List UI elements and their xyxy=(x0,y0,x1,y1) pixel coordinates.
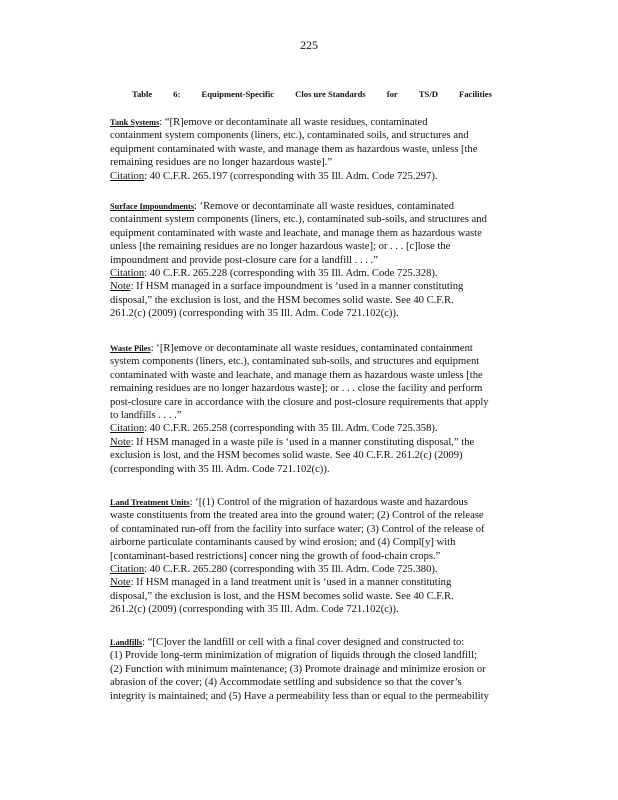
section-heading: Land Treatment Units xyxy=(110,498,190,507)
section-line: containment system components (liners, etc.), contaminated soils, and structures and xyxy=(110,130,469,142)
citation: Citation: 40 C.F.R. 265.228 (corresponding with 35 Ill. Adm. Code 725.328). xyxy=(110,268,438,280)
note: Note: If HSM managed in a surface impoundment is ‘used in a manner constituting xyxy=(110,281,464,293)
table-title-part: Clos ure Standards xyxy=(295,89,366,99)
section-heading: Tank Systems xyxy=(110,118,160,127)
section-line: Waste Piles: ‘[R]emove or decontaminate all waste residues, contaminated containment xyxy=(110,343,473,354)
table-title-part: TS/D xyxy=(418,89,438,99)
section-line: contaminated with waste and leachate, and manage them as hazardous waste unless [the xyxy=(110,369,483,381)
section-heading: Landfills xyxy=(110,638,143,647)
section-line: remaining residues are no longer hazardous waste].” xyxy=(110,157,333,169)
table-title xyxy=(132,89,492,99)
section-line: (2) Function with minimum maintenance; (3) Promote drainage and minimize erosion or xyxy=(110,663,486,675)
section-line: system components (liners, etc.), contaminated sub-soils, and structures and equipment xyxy=(110,356,480,368)
note-line: disposal,” the exclusion is lost, and the HSM becomes solid waste. See 40 C.F.R. xyxy=(110,590,454,602)
section-line: of contaminated run-off from the facility into surface water; (3) Control of the release of xyxy=(110,523,485,535)
section-line: equipment contaminated with waste and leachate, and manage them as hazardous waste xyxy=(110,227,482,239)
section-line: waste constituents from the treated area into the ground water; (2) Control of the release xyxy=(110,510,484,522)
section-line: unless [the remaining residues are no longer hazardous waste]; or . . . [c]lose the xyxy=(110,241,451,253)
section-heading: Surface Impoundments xyxy=(110,202,194,211)
table-title-part: Facilities xyxy=(458,89,492,99)
section-line: Land Treatment Units: ‘[(1) Control of the migration of hazardous waste and hazardous xyxy=(110,497,468,508)
note-line: exclusion is lost, and the HSM becomes solid waste. See 40 C.F.R. 261.2(c) (2009) xyxy=(110,450,463,462)
table-title-part: 6: xyxy=(173,89,181,99)
section-land-treatment-units xyxy=(110,496,536,617)
note-line: disposal,” the exclusion is lost, and the HSM becomes solid waste. See 40 C.F.R. xyxy=(110,294,454,306)
page-number: 225 xyxy=(300,38,318,52)
section-line: integrity is maintained; and (5) Have a permeability less than or equal to the permeability xyxy=(110,690,489,702)
note-line: 261.2(c) (2009) (corresponding with 35 Ill. Adm. Code 721.102(c)). xyxy=(110,308,399,320)
section-line: containment system components (liners, etc.), contaminated sub-soils, and structures and xyxy=(110,214,487,226)
table-title-part: Table xyxy=(132,89,153,99)
section-landfills xyxy=(110,636,536,703)
note-line: 261.2(c) (2009) (corresponding with 35 Ill. Adm. Code 721.102(c)). xyxy=(110,604,399,616)
citation: Citation: 40 C.F.R. 265.280 (corresponding with 35 Ill. Adm. Code 725.380). xyxy=(110,564,438,576)
section-line: airborne particulate contaminants caused by wind erosion; and (4) Compl[y] with xyxy=(110,537,456,549)
section-line: abrasion of the cover; (4) Accommodate settling and subsidence so that the cover’s xyxy=(110,677,462,689)
note: Note: If HSM managed in a land treatment unit is ‘used in a manner constituting xyxy=(110,577,452,589)
citation: Citation: 40 C.F.R. 265.197 (corresponding with 35 Ill. Adm. Code 725.297). xyxy=(110,170,438,182)
note: Note: If HSM managed in a waste pile is ‘used in a manner constituting disposal,” the xyxy=(110,436,475,448)
section-line: to landfills . . . .” xyxy=(110,410,182,422)
section-line: Tank Systems: “[R]emove or decontaminate all waste residues, contaminated xyxy=(110,117,428,128)
section-line: [contaminant-based restrictions] concer ning the growth of food-chain crops.” xyxy=(110,550,441,562)
section-line: Surface Impoundments: ‘Remove or decontaminate all waste residues, contaminated xyxy=(110,201,455,212)
section-line: post-closure care in accordance with the closure and post-closure requirements that apply xyxy=(110,396,489,408)
section-heading: Waste Piles xyxy=(110,344,151,353)
note-line: (corresponding with 35 Ill. Adm. Code 721.102(c)). xyxy=(110,463,330,475)
section-line: impoundment and provide post-closure care for a landfill . . . .” xyxy=(110,254,378,266)
section-line: equipment contaminated with waste, and manage them as hazardous waste, unless [the xyxy=(110,143,478,155)
section-line: (1) Provide long-term minimization of migration of liquids through the closed landfill; xyxy=(110,650,477,662)
section-line: Landfills: “[C]over the landfill or cell with a final cover designed and constructed to: xyxy=(110,637,465,648)
section-surface-impoundments xyxy=(110,200,536,321)
section-line: remaining residues are no longer hazardous waste]; or . . . close the facility and perform xyxy=(110,383,483,395)
citation: Citation: 40 C.F.R. 265.258 (corresponding with 35 Ill. Adm. Code 725.358). xyxy=(110,423,438,435)
table-title-part: for xyxy=(386,89,398,99)
section-waste-piles xyxy=(110,342,536,476)
table-title-part: Equipment-Specific xyxy=(201,89,275,99)
section-tank-systems xyxy=(110,116,536,183)
